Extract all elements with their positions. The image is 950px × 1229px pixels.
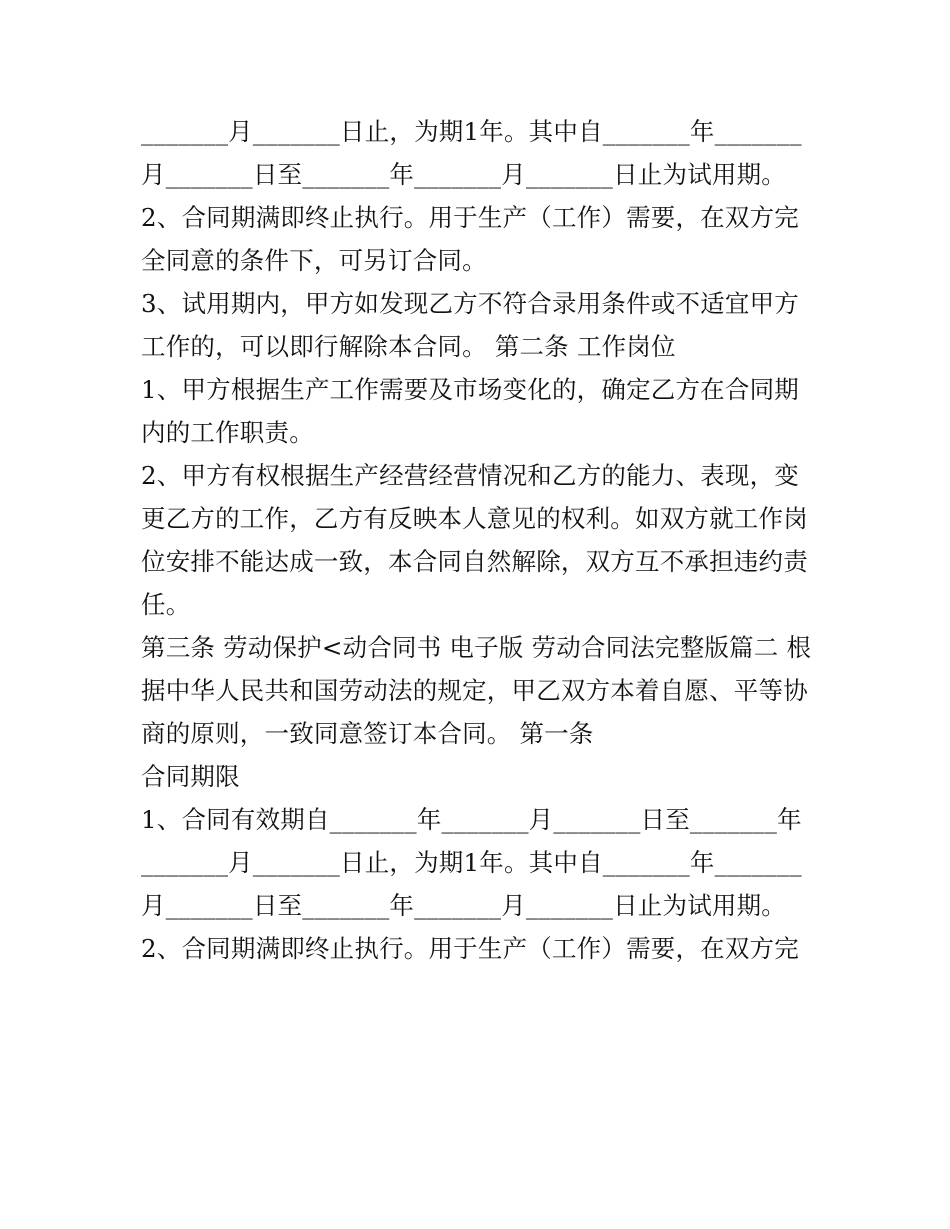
text-line: 更乙方的工作，乙方有反映本人意见的权利。如双方就工作岗	[141, 504, 808, 533]
text-line: _______月_______日止，为期1年。其中自_______年_______	[141, 117, 802, 146]
text-line: 1、甲方根据生产工作需要及市场变化的，确定乙方在合同期	[141, 375, 799, 404]
text-line: 商的原则，一致同意签订本合同。 第一条	[141, 719, 594, 748]
text-line: 月_______日至_______年_______月_______日止为试用期。	[141, 891, 786, 920]
text-line: 第三条 劳动保护<动合同书 电子版 劳动合同法完整版篇二 根	[141, 633, 812, 662]
text-line: _______月_______日止，为期1年。其中自_______年_______	[141, 848, 802, 877]
text-line: 2、甲方有权根据生产经营经营情况和乙方的能力、表现，变	[141, 461, 799, 490]
text-line: 1、合同有效期自_______年_______月_______日至_______年	[141, 805, 802, 834]
document-body	[141, 110, 821, 970]
text-line: 2、合同期满即终止执行。用于生产（工作）需要，在双方完	[141, 203, 799, 232]
section-heading: 合同期限	[141, 762, 240, 791]
text-line: 工作的，可以即行解除本合同。 第二条 工作岗位	[141, 332, 676, 361]
text-line: 据中华人民共和国劳动法的规定，甲乙双方本着自愿、平等协	[141, 676, 808, 705]
text-line: 3、试用期内，甲方如发现乙方不符合录用条件或不适宜甲方	[141, 289, 799, 318]
text-line: 2、合同期满即终止执行。用于生产（工作）需要，在双方完	[141, 934, 799, 963]
text-line: 任。	[141, 590, 191, 619]
text-line: 位安排不能达成一致，本合同自然解除，双方互不承担违约责	[141, 547, 808, 576]
text-line: 月_______日至_______年_______月_______日止为试用期。	[141, 160, 786, 189]
text-line: 全同意的条件下，可另订合同。	[141, 246, 487, 275]
text-line: 内的工作职责。	[141, 418, 314, 447]
